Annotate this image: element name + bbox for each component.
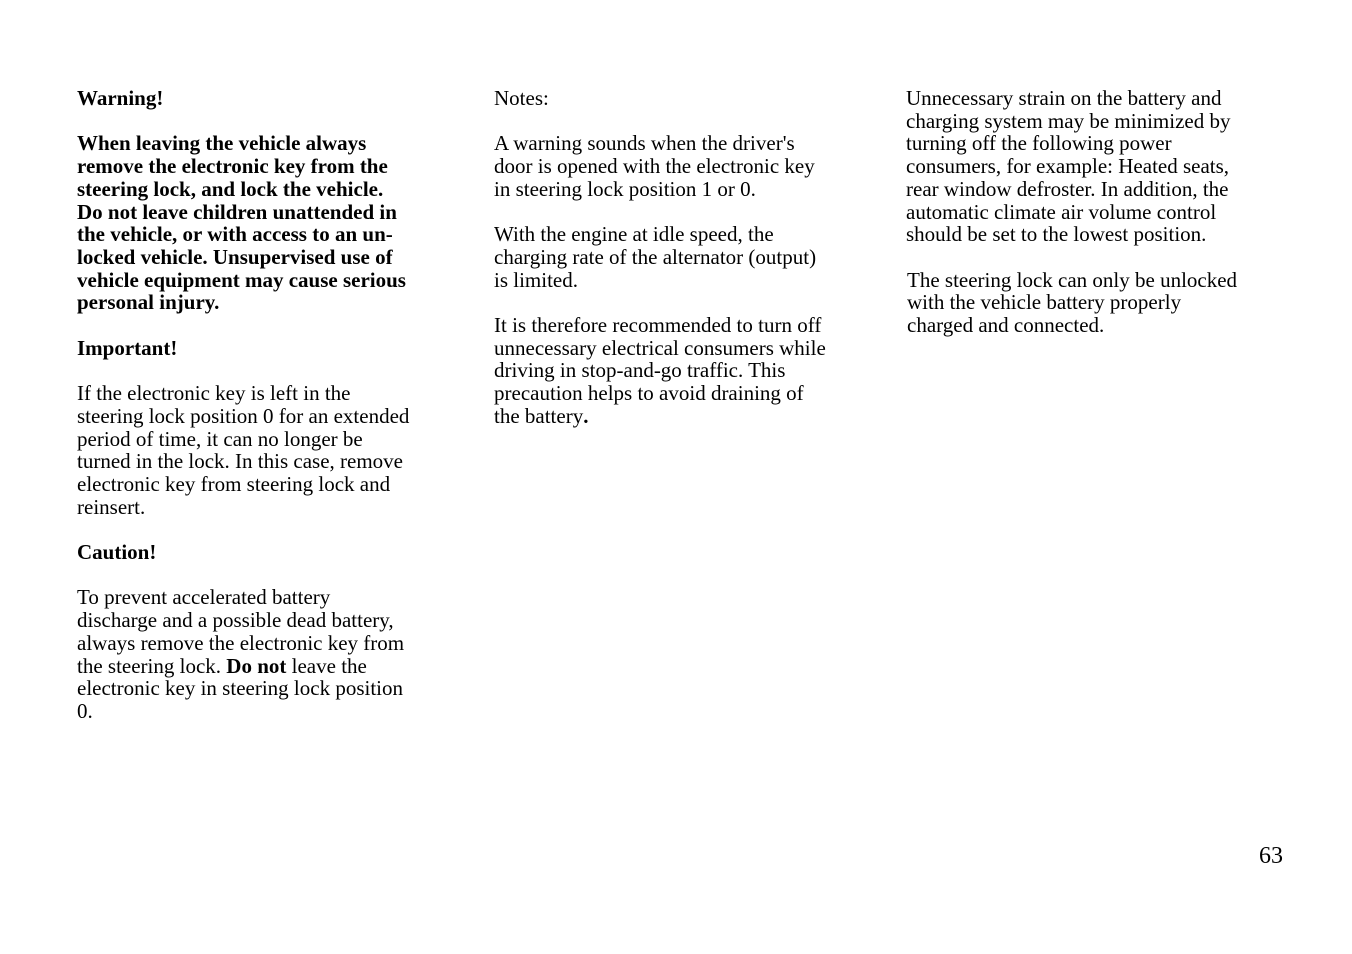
page-number: 63 [1259,843,1283,869]
warning-heading: Warning! [77,86,164,110]
column-middle [494,87,864,450]
note-charging-rate: With the engine at idle speed, the charging rate of the alternator (output) is limited. [494,222,817,292]
important-heading: Important! [77,335,178,360]
caution-text-part2: leave the electronic key in steering lock position 0. [77,653,403,723]
note-electrical-consumers [494,314,864,428]
note-electrical-consumers-period: . [583,403,589,428]
caution-text [77,586,447,722]
battery-strain-paragraph: Unnecessary strain on the battery and charging system may be minimized by turning off the following power consumers, for example: Heated seats, rear window defroster. In addition, the automatic climate air volume control should be set to the lowest position. [906,86,1231,247]
note-electrical-consumers-text: It is therefore recommended to turn off unnecessary electrical consumers while driving in stop-and-go traffic. This precaution helps to avoid draining of the battery [494,312,826,428]
notes-heading: Notes: [494,86,549,110]
caution-text-emphasis: Do not [226,653,287,678]
important-text: If the electronic key is left in the steering lock position 0 for an extended period of time, it can no longer be turned in the lock. In this case, remove electronic key from steering lock and reinsert. [77,381,410,519]
steering-lock-unlock-paragraph: The steering lock can only be unlocked with the vehicle battery properly charged and connected. [907,267,1238,338]
column-left [77,87,447,745]
warning-text: When leaving the vehicle always remove the electronic key from the steering lock, and lock the vehicle. Do not leave children unattended in the vehicle, or with access to an un- locked vehicle. Unsupervised use of vehicle equipment may cause serious personal injury. [77,131,406,315]
caution-text-part1: To prevent accelerated battery discharge and a possible dead battery, always remove the electronic key from the steering lock. [77,585,405,678]
note-warning-sound: A warning sounds when the driver's door is opened with the electronic key in steering lock position 1 or 0. [494,131,815,201]
column-right [906,87,1286,359]
caution-heading: Caution! [77,540,157,564]
